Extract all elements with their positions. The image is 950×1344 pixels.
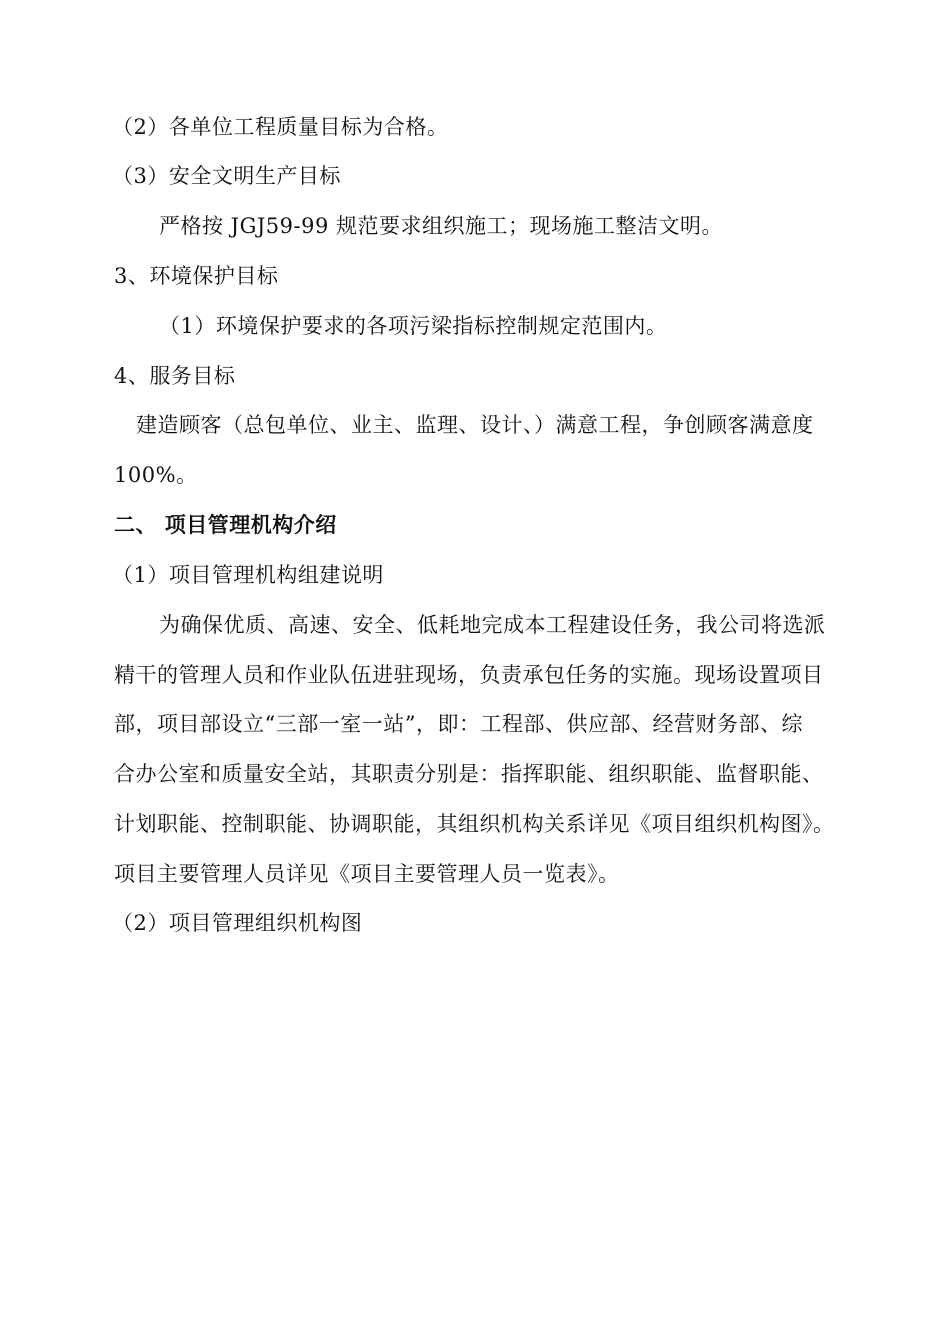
- org-setup-paragraph-line-2: 精干的管理人员和作业队伍进驻现场，负责承包任务的实施。现场设置项目: [114, 663, 824, 687]
- service-goal-heading: 4、服务目标: [114, 364, 236, 388]
- org-setup-heading: （1）项目管理机构组建说明: [112, 563, 384, 587]
- org-setup-paragraph-line-1: 为确保优质、高速、安全、低耗地完成本工程建设任务，我公司将选派: [159, 613, 826, 637]
- environment-goal-heading: 3、环境保护目标: [114, 264, 279, 288]
- safety-goal-heading: （3）安全文明生产目标: [112, 164, 341, 188]
- section-heading-management-org: 二、 项目管理机构介绍: [114, 512, 337, 537]
- org-setup-paragraph-line-6: 项目主要管理人员详见《项目主要管理人员一览表》。: [114, 862, 620, 886]
- org-chart-heading: （2）项目管理组织机构图: [112, 911, 363, 935]
- org-setup-paragraph-line-5: 计划职能、控制职能、协调职能，其组织机构关系详见《项目组织机构图》。: [114, 812, 835, 836]
- environment-goal-text: （1）环境保护要求的各项污梁指标控制规定范围内。: [159, 314, 668, 338]
- service-goal-text-1: 建造顾客（总包单位、业主、监理、设计、）满意工程，争创顾客满意度: [136, 413, 814, 437]
- quality-goal-line: （2）各单位工程质量目标为合格。: [112, 115, 449, 139]
- service-goal-text-2: 100%。: [114, 463, 198, 487]
- org-setup-paragraph-line-4: 合办公室和质量安全站，其职责分别是：指挥职能、组织职能、监督职能、: [114, 762, 824, 786]
- org-setup-paragraph-line-3: 部，项目部设立“三部一室一站”，即：工程部、供应部、经营财务部、综: [114, 712, 803, 736]
- safety-goal-text: 严格按 JGJ59-99 规范要求组织施工；现场施工整洁文明。: [159, 214, 723, 238]
